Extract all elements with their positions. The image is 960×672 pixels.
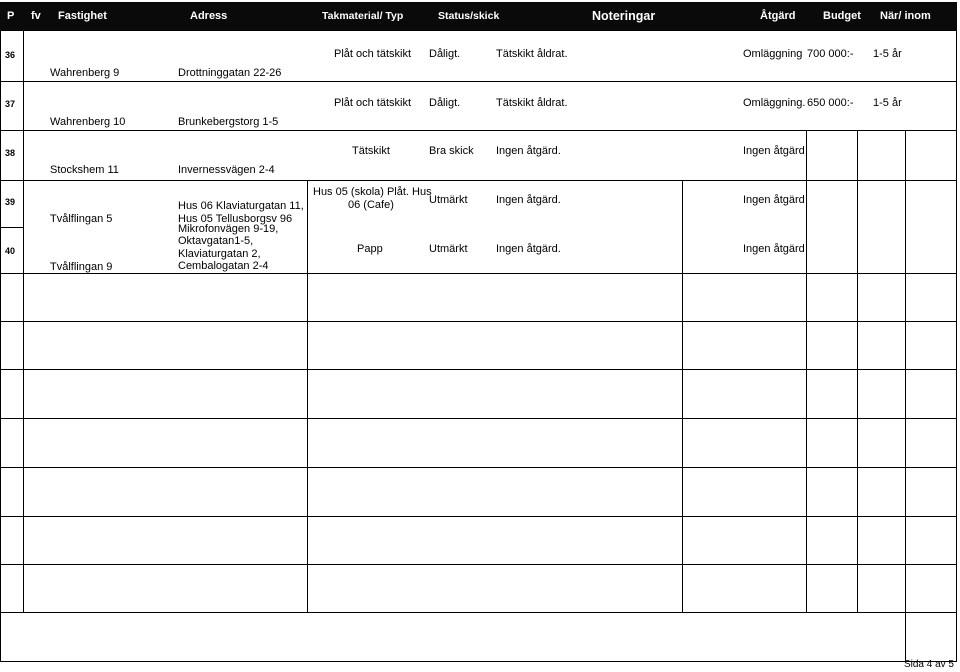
grid-line xyxy=(857,130,858,613)
adress-cell-line: Hus 05 Tellusborgsv 96 xyxy=(178,213,293,225)
grid-line xyxy=(956,30,957,662)
grid-line xyxy=(682,180,683,613)
fastighet-cell: Stockshem 11 xyxy=(50,164,119,176)
adress-cell: Brunkebergstorg 1-5 xyxy=(178,116,279,128)
grid-line xyxy=(0,612,957,613)
adress-cell-line: Oktavgatan1-5, xyxy=(178,235,254,247)
nar-cell: 1-5 år xyxy=(873,97,902,109)
noteringar-cell: Tätskikt åldrat. xyxy=(496,48,568,60)
atgard-cell: Ingen åtgärd xyxy=(743,194,805,206)
grid-line xyxy=(0,661,957,662)
takmaterial-cell: Plåt och tätskikt xyxy=(334,48,412,60)
grid-line xyxy=(0,180,957,181)
fastighet-cell: Wahrenberg 10 xyxy=(50,116,126,128)
grid-line xyxy=(905,130,906,662)
atgard-cell: Ingen åtgärd xyxy=(743,145,805,157)
header-nar: När/ inom xyxy=(880,10,931,22)
status-cell: Dåligt. xyxy=(429,97,461,109)
header-status: Status/skick xyxy=(438,10,500,22)
takmaterial-cell: Plåt och tätskikt xyxy=(334,97,412,109)
takmaterial-cell: Tätskikt xyxy=(352,145,390,157)
grid-line xyxy=(307,180,308,613)
noteringar-cell: Ingen åtgärd. xyxy=(496,194,561,206)
adress-cell-line: Cembalogatan 2-4 xyxy=(178,260,269,272)
grid-line xyxy=(0,227,24,228)
atgard-cell: Ingen åtgärd xyxy=(743,243,805,255)
budget-cell: 650 000:- xyxy=(807,97,854,109)
noteringar-cell: Ingen åtgärd. xyxy=(496,145,561,157)
fastighet-cell: Tvålflingan 9 xyxy=(50,261,113,273)
adress-cell: Drottninggatan 22-26 xyxy=(178,67,282,79)
noteringar-cell: Ingen åtgärd. xyxy=(496,243,561,255)
fastighet-cell: Tvålflingan 5 xyxy=(50,213,113,225)
atgard-cell: Omläggning. xyxy=(743,97,806,109)
row-number: 37 xyxy=(5,99,16,109)
status-cell: Bra skick xyxy=(429,145,474,157)
atgard-cell: Omläggning xyxy=(743,48,803,60)
adress-cell-line: Hus 06 Klaviaturgatan 11, xyxy=(178,200,304,212)
row-number: 39 xyxy=(5,197,16,207)
row-number: 38 xyxy=(5,148,16,158)
grid-line xyxy=(0,81,957,82)
grid-line xyxy=(0,467,957,468)
header-takmaterial: Takmaterial/ Typ xyxy=(322,10,404,22)
header-p: P xyxy=(7,10,15,22)
adress-cell: Invernessvägen 2-4 xyxy=(178,164,275,176)
status-cell: Utmärkt xyxy=(429,194,468,206)
grid-line xyxy=(0,321,957,322)
header-fastighet: Fastighet xyxy=(58,10,107,22)
row-number: 40 xyxy=(5,246,16,256)
header-atgard: Åtgärd xyxy=(760,10,796,22)
grid-line xyxy=(0,418,957,419)
grid-line xyxy=(0,516,957,517)
status-cell: Dåligt. xyxy=(429,48,461,60)
header-fv: fv xyxy=(31,10,41,22)
grid-line xyxy=(0,30,1,662)
header-noteringar: Noteringar xyxy=(592,9,656,23)
takmaterial-cell: Papp xyxy=(357,243,383,255)
adress-cell-line: Klaviaturgatan 2, xyxy=(178,248,261,260)
row-number: 36 xyxy=(5,50,16,60)
takmaterial-cell-line: 06 (Cafe) xyxy=(348,199,394,211)
adress-cell-line: Mikrofonvägen 9-19, xyxy=(178,223,279,235)
grid-line xyxy=(0,564,957,565)
grid-line xyxy=(806,130,807,613)
budget-cell: 700 000:- xyxy=(807,48,854,60)
header-adress: Adress xyxy=(190,10,228,22)
grid-line xyxy=(0,130,957,131)
nar-cell: 1-5 år xyxy=(873,48,902,60)
takmaterial-cell-line: Hus 05 (skola) Plåt. Hus xyxy=(313,186,432,198)
grid-line xyxy=(0,273,957,274)
grid-line xyxy=(0,369,957,370)
grid-line xyxy=(0,30,957,31)
fastighet-cell: Wahrenberg 9 xyxy=(50,67,120,79)
header-budget: Budget xyxy=(823,10,861,22)
noteringar-cell: Tätskikt åldrat. xyxy=(496,97,568,109)
status-cell: Utmärkt xyxy=(429,243,468,255)
page-indicator: Sida 4 av 5 xyxy=(903,659,954,670)
